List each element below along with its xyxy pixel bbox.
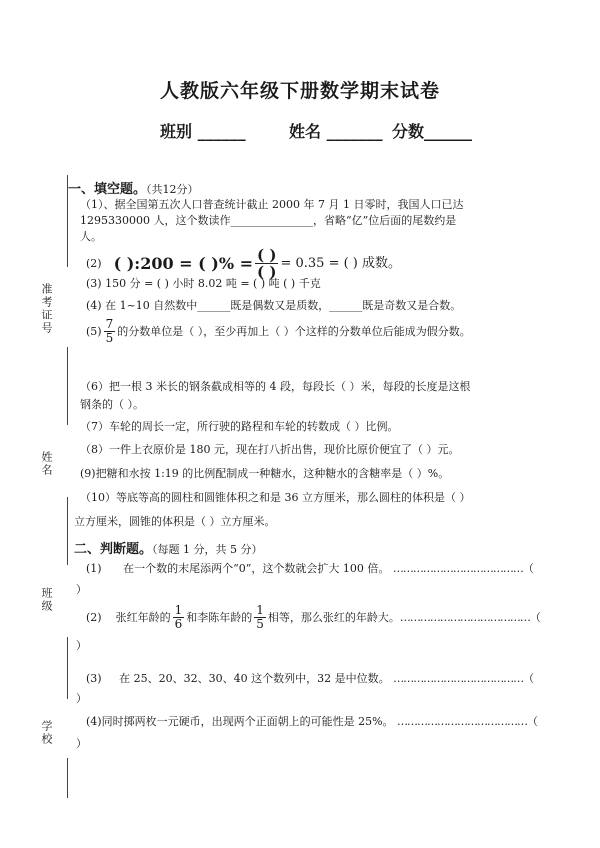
fill-q7: （7）车轮的周长一定，所行驶的路程和车轮的转数成（ ）比例。 <box>80 420 399 433</box>
fraction-numerator: ( ) <box>257 246 277 264</box>
judge-q1 <box>86 561 533 577</box>
judge-q2-fraction-1 <box>173 604 185 631</box>
judge-q4-text: (4)同时掷两枚一元硬币，出现两个正面朝上的可能性是 25%。 <box>86 715 394 728</box>
judge-q4 <box>86 714 537 730</box>
fill-q1-line2: 1295330000 人，这个数读作_______________，省略“亿”位后面的尾数约是 <box>80 214 457 227</box>
fill-q1-line1: （1）、据全国第五次人口普查统计截止 2000 年 7 月 1 日零时，我国人口已达 <box>80 198 464 211</box>
judge-q3-number: (3) <box>86 672 102 685</box>
section1-points: （共12分） <box>146 183 199 196</box>
fraction-numerator: 1 <box>174 603 183 617</box>
judge-q2-answer-dots: …………………………………（ <box>399 610 540 624</box>
fraction-denominator: 5 <box>105 331 114 345</box>
fill-q6-line2: 钢条的（ ）。 <box>80 398 144 411</box>
fill-q5-text: 的分数单位是（ ），至少再加上（ ）个这样的分数单位后能成为假分数。 <box>117 324 471 338</box>
fill-q5-fraction <box>104 318 116 345</box>
fraction-numerator: 7 <box>105 317 114 331</box>
judge-q1-number: (1) <box>86 562 102 575</box>
judge-q4-answer-dots: …………………………………（ <box>397 715 538 728</box>
judge-q3-text: 在 25、20、32、30、40 这个数列中，32 是中位数。 <box>119 672 390 685</box>
fill-q1-line3: 人。 <box>80 230 102 243</box>
fill-q5-number: (5) <box>86 324 102 338</box>
exam-title: 人教版六年级下册数学期末试卷 <box>159 80 440 102</box>
judge-q2 <box>86 604 540 631</box>
fill-q8: （8）一件上衣原价是 180 元，现在打八折出售，现价比原价便宜了（ ）元。 <box>80 443 460 456</box>
section2-points: （每题 1 分，共 5 分） <box>152 543 263 556</box>
judge-q1-text: 在一个数的末尾添两个“0”，这个数就会扩大 100 倍。 <box>123 562 390 575</box>
judge-q4-close-paren: ） <box>76 737 87 750</box>
section2-heading: 二、判断题。 <box>74 542 153 557</box>
class-field: 班别 ______ <box>160 122 246 141</box>
judge-q3-answer-dots: …………………………………（ <box>393 672 534 685</box>
judge-q2-fraction-2 <box>254 604 266 631</box>
fraction-denominator: 5 <box>256 617 264 631</box>
section1-heading: 一、填空题。 <box>68 182 147 197</box>
section2-header <box>74 538 263 558</box>
fill-q6-line1: （6）把一根 3 米长的钢条截成相等的 4 段，每段长（ ）米，每段的长度是这根 <box>80 380 471 393</box>
binding-class-label: 班级 <box>40 587 53 613</box>
judge-q2-close-paren: ） <box>76 639 87 652</box>
binding-school-label: 学校 <box>40 720 53 746</box>
name-field: 姓名 _______ <box>289 122 383 141</box>
section1-header <box>68 178 199 198</box>
fill-q5 <box>86 318 471 345</box>
judge-q2-text-c: 相等，那么张红的年龄大。 <box>267 610 400 624</box>
fill-q2-rest: = 0.35 = ( ) 成数。 <box>280 255 402 271</box>
judge-q2-text-b: 和李陈年龄的 <box>186 610 253 624</box>
fill-q4: (4) 在 1~10 自然数中______既是偶数又是质数，______既是奇数又是合数。 <box>86 299 462 312</box>
fill-q2-ratio: ( ):200 = ( )% = <box>113 253 254 273</box>
judge-q2-text-a: 张红年龄的 <box>115 610 171 624</box>
fraction-denominator: ( ) <box>257 263 277 281</box>
binding-name-label: 姓名 <box>40 451 53 477</box>
judge-q2-number: (2) <box>86 610 102 624</box>
fill-q10-line2: 立方厘米，圆锥的体积是（ ）立方厘米。 <box>74 515 276 528</box>
fill-q10-line1: （10）等底等高的圆柱和圆锥体积之和是 36 立方厘米，那么圆柱的体积是（ ） <box>80 491 471 504</box>
binding-line <box>67 758 68 798</box>
binding-exam-no-label: 准考证号 <box>40 283 53 335</box>
fraction-denominator: 6 <box>174 617 183 631</box>
judge-q1-answer-dots: …………………………………（ <box>392 562 533 575</box>
fill-q2-number: (2) <box>86 256 102 270</box>
score-field: 分数______ <box>392 122 473 141</box>
judge-q1-close-paren: ） <box>76 583 87 596</box>
fraction-numerator: 1 <box>256 603 264 617</box>
binding-line <box>67 637 68 699</box>
binding-line <box>67 497 68 565</box>
fill-q9: (9)把糖和水按 1:19 的比例配制成一种糖水，这种糖水的含糖率是（ ）%。 <box>80 467 450 480</box>
fill-q3: (3) 150 分 = ( ) 小时 8.02 吨 = ( ) 吨 ( ) 千克 <box>86 277 321 290</box>
binding-line <box>67 347 68 425</box>
judge-q3 <box>86 671 533 687</box>
judge-q3-close-paren: ） <box>76 692 87 705</box>
